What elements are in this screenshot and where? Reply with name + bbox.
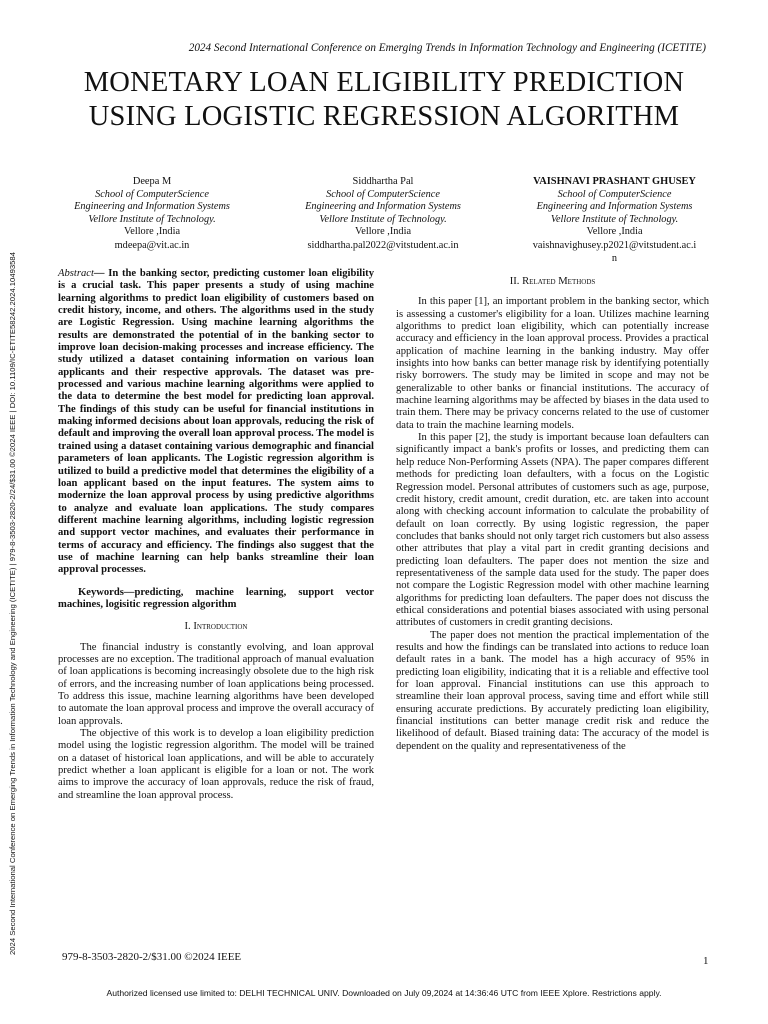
paragraph: The paper does not mention the practical implementation of the results and how the findings can be translated into actions to reduce loan default rates in a bank. The model has a high accuracy of 95% in predicting loan eligibility, indicating that it is a reliable and effective tool for loan approval. Financial institutions can use this approach to streamline their loan approval process, saving time and effort while still ensuring accurate predictions. By accurately predicting loan eligibility, financial institutions can better manage credit risk and reduce the likelihood of default. Biased training data: The accuracy of the model is dependent on the quality and representativeness of the (396, 629, 709, 752)
section-heading-introduction (58, 621, 374, 633)
conference-header: 2024 Second International Conference on Emerging Trends in Information Technology and Engineering (ICETITE) (188, 42, 706, 54)
section-title: Introduction (193, 621, 248, 633)
author-location: Vellore ,India (586, 226, 643, 238)
left-column (58, 268, 374, 802)
keywords: Keywords—predicting, machine learning, support vector machines, logisitic regression algorithm (58, 586, 374, 610)
section-numeral: I. (184, 621, 191, 633)
right-column (396, 268, 709, 753)
author-affiliation: Engineering and Information Systems (536, 201, 693, 213)
section-title: Related Methods (522, 276, 596, 287)
author-block-3 (512, 176, 717, 265)
author-block-2 (278, 176, 488, 253)
footer-isbn: 979-8-3503-2820-2/$31.00 ©2024 IEEE (62, 951, 242, 963)
author-location: Vellore ,India (354, 226, 412, 238)
section-numeral: II. (509, 276, 520, 287)
author-affiliation: Vellore Institute of Technology. (550, 213, 679, 225)
author-affiliation: School of ComputerScience (95, 188, 209, 200)
doi-sidebar (0, 140, 26, 980)
section-heading-related-methods (396, 276, 709, 288)
author-location: Vellore ,India (123, 226, 181, 238)
author-affiliation: Engineering and Information Systems (74, 201, 230, 213)
author-name: Deepa M (132, 176, 172, 187)
author-email: siddhartha.pal2022@vitstudent.ac.in (307, 239, 459, 251)
title-line-1: MONETARY LOAN ELIGIBILITY PREDICTION (83, 67, 685, 98)
abstract-lead: Abstract (58, 268, 94, 279)
author-email: n (611, 252, 618, 264)
author-name: VAISHNAVI PRASHANT GHUSEY (533, 176, 696, 187)
doi-sidebar-text: 2024 Second International Conference on Emerging Trends in Information Technology and Engineering (ICETITE) | 979-8-3503-2820-2/24/$31.00 ©2024 IEEE | DOI: 10.1109/IC-ETITE58242.2024.10493584 (8, 252, 17, 955)
paragraph: The objective of this work is to develop a loan eligibility prediction model using the logistic regression algorithm. The model will be trained on a dataset of historical loan applications, and will be able to accurately predict whether a loan applicant is eligible for a loan or not. The work aims to improve the accuracy of loan approvals, reduce the risk of fraud, and streamline the loan approval process. (58, 728, 374, 801)
author-affiliation: Vellore Institute of Technology. (88, 213, 216, 225)
paragraph: In this paper [2], the study is important because loan defaulters can significantly impact a bank's profits or losses, and predicting them can help reduce Non-Performing Assets (NPA). The paper compares different methods for predicting loan defaulters, with a focus on the Logistic Regression model. Personal attributes of customers such as age, purpose, credit history, credit amount, credit duration, etc. are taken into account along with checking account information to calculate the probability of default on loan correctly. By using logistic regression, the paper concludes that banks should not only target rich customers but also assess other attributes that play a vital part in credit granting decisions and predicting loan defaulters. The paper does not mention the size and representativeness of the sample data used for the study. The paper does not compare the Logistic Regression model with other machine learning algorithms for predicting loan defaulters. The paper does not discuss the ethical considerations and potential biases associated with using personal attributes of customers in credit granting decisions. (396, 432, 709, 629)
author-block-1 (52, 176, 252, 253)
author-email: mdeepa@vit.ac.in (114, 239, 190, 251)
author-affiliation: School of ComputerScience (557, 188, 672, 200)
author-name: Siddhartha Pal (352, 176, 414, 187)
abstract (58, 268, 374, 577)
page-number: 1 (703, 955, 709, 967)
author-affiliation: School of ComputerScience (326, 188, 440, 200)
paper-title (30, 66, 738, 134)
author-affiliation: Engineering and Information Systems (305, 201, 461, 213)
paragraph: The financial industry is constantly evolving, and loan approval processes are no exception. The traditional approach of manual evaluation of loan applications is becoming increasingly obsolete due to the high risk of errors, and the increasing number of loan applications being processed. To address this issue, machine learning algorithms have been developed to automate the loan approval process and improve the overall accuracy of loan approvals. (58, 641, 374, 727)
title-line-2: USING LOGISTIC REGRESSION ALGORITHM (88, 101, 680, 132)
paragraph: In this paper [1], an important problem in the banking sector, which is assessing a customer's eligibility for a loan. Utilizes machine learning algorithms to predict loan eligibility, which can potentially increase accuracy and efficiency in the loan approval process. Provides a practical application of machine learning in the banking industry. May offer insights into how banks can better manage risk by identifying potentially risky borrowers. The study may be limited in scope and may not be generalizable to other banks or financial institutions. The accuracy of machine learning algorithms may be affected by biases in the data used to train them. There may be privacy concerns related to the use of customer data to train the machine learning models. (396, 296, 709, 431)
author-affiliation: Vellore Institute of Technology. (319, 213, 447, 225)
author-email: vaishnavighusey.p2021@vitstudent.ac.i (532, 239, 697, 251)
abstract-text: — In the banking sector, predicting customer loan eligibility is a crucial task. This paper presents a study of using machine learning algorithms to predict loan eligibility of customers based on credit history, income, and others. The algorithms used in the study are Logistic Regression. Using machine learning algorithms the results are demonstrated the potential of in the banking sector to improve loan decision-making processes and increase efficiency. The study utilized a dataset containing information on various loan applicants and their respective approvals. The dataset was pre-processed and various machine learning algorithms were applied to the data to determine the best model for predicting loan approval. The findings of this study can be useful for financial institutions in making informed decisions about loan approvals, reducing the risk of default and improving the overall loan approval process. The model is trained using a dataset containing various demographic and financial parameters of loan applicants. The Logistic regression algorithm is utilized to build a predictive model that determines the eligibility of a loan applicant based on the input features. The system aims to modernize the loan approval process by using predictive algorithms to analyze and evaluate loan applications. The study compares different machine learning algorithms, including logistic regression and support vector machines, and evaluates their performance in terms of accuracy and efficiency. The findings also suggest that the use of machine learning can help banks streamline their loan approval processes. (58, 268, 374, 576)
license-notice: Authorized licensed use limited to: DELHI TECHNICAL UNIV. Downloaded on July 09,2024 at 14:36:46 UTC from IEEE Xplore. Restrictions apply. (106, 988, 662, 998)
